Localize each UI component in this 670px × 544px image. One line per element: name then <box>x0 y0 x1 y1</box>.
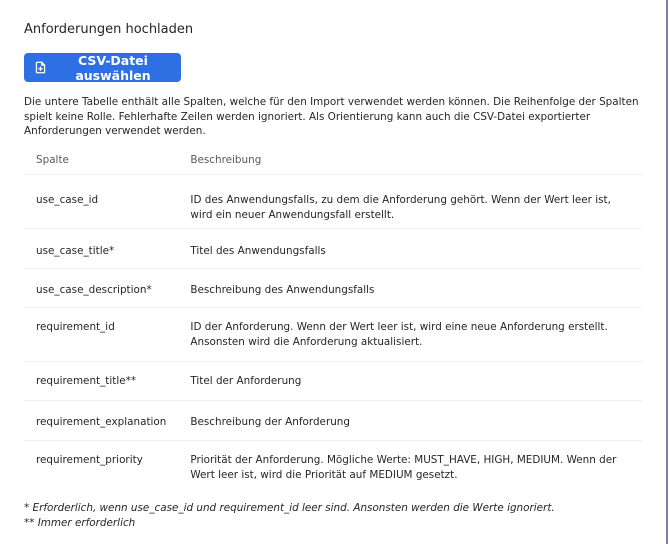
columns-table <box>24 146 642 491</box>
table-row <box>24 175 642 229</box>
column-name: use_case_id <box>24 175 178 229</box>
table-row <box>24 229 642 269</box>
footnote-required-conditional: * Erforderlich, wenn use_case_id und requirement_id leer sind. Ansonsten werden die Werte ignoriert. <box>24 502 555 514</box>
column-name: requirement_title** <box>24 362 178 401</box>
select-csv-button-label: CSV-Datei auswählen <box>75 52 151 83</box>
column-description: Titel des Anwendungsfalls <box>178 229 642 269</box>
table-row <box>24 401 642 441</box>
column-description: ID der Anforderung. Wenn der Wert leer ist, wird eine neue Anforderung erstellt. Ansonsten wird die Anforderung aktualisiert. <box>178 308 642 362</box>
table-header-row <box>24 146 642 175</box>
column-name: use_case_title* <box>24 229 178 269</box>
footnotes <box>24 501 644 530</box>
column-description: ID des Anwendungsfalls, zu dem die Anforderung gehört. Wenn der Wert leer ist, wird ein neuer Anwendungsfall erstellt. <box>178 175 642 229</box>
section-title: Anforderungen hochladen <box>24 22 194 37</box>
column-name: requirement_id <box>24 308 178 362</box>
select-csv-button[interactable] <box>24 53 181 82</box>
table-row <box>24 269 642 308</box>
column-name: requirement_explanation <box>24 401 178 441</box>
column-description: Beschreibung des Anwendungsfalls <box>178 269 642 308</box>
column-description: Titel der Anforderung <box>178 362 642 401</box>
intro-text: Die untere Tabelle enthält alle Spalten, welche für den Import verwendet werden können. Die Reihenfolge der Spalten spielt keine Rolle. Fehlerhafte Zeilen werden ignoriert. Als Orientierung kann auch die CSV-Datei exportierter Anforderungen verwendet werden. <box>24 96 639 137</box>
column-name: requirement_priority <box>24 441 178 491</box>
file-plus-icon <box>34 61 47 74</box>
table-row <box>24 362 642 401</box>
header-column: Spalte <box>36 154 69 166</box>
table-row <box>24 441 642 491</box>
column-description: Beschreibung der Anforderung <box>178 401 642 441</box>
table-row <box>24 308 642 362</box>
header-description: Beschreibung <box>190 154 262 166</box>
footnote-always-required: ** Immer erforderlich <box>24 516 136 529</box>
column-name: use_case_description* <box>24 269 178 308</box>
column-description: Priorität der Anforderung. Mögliche Werte: MUST_HAVE, HIGH, MEDIUM. Wenn der Wert leer ist, wird die Priorität auf MEDIUM gesetzt. <box>178 441 642 491</box>
